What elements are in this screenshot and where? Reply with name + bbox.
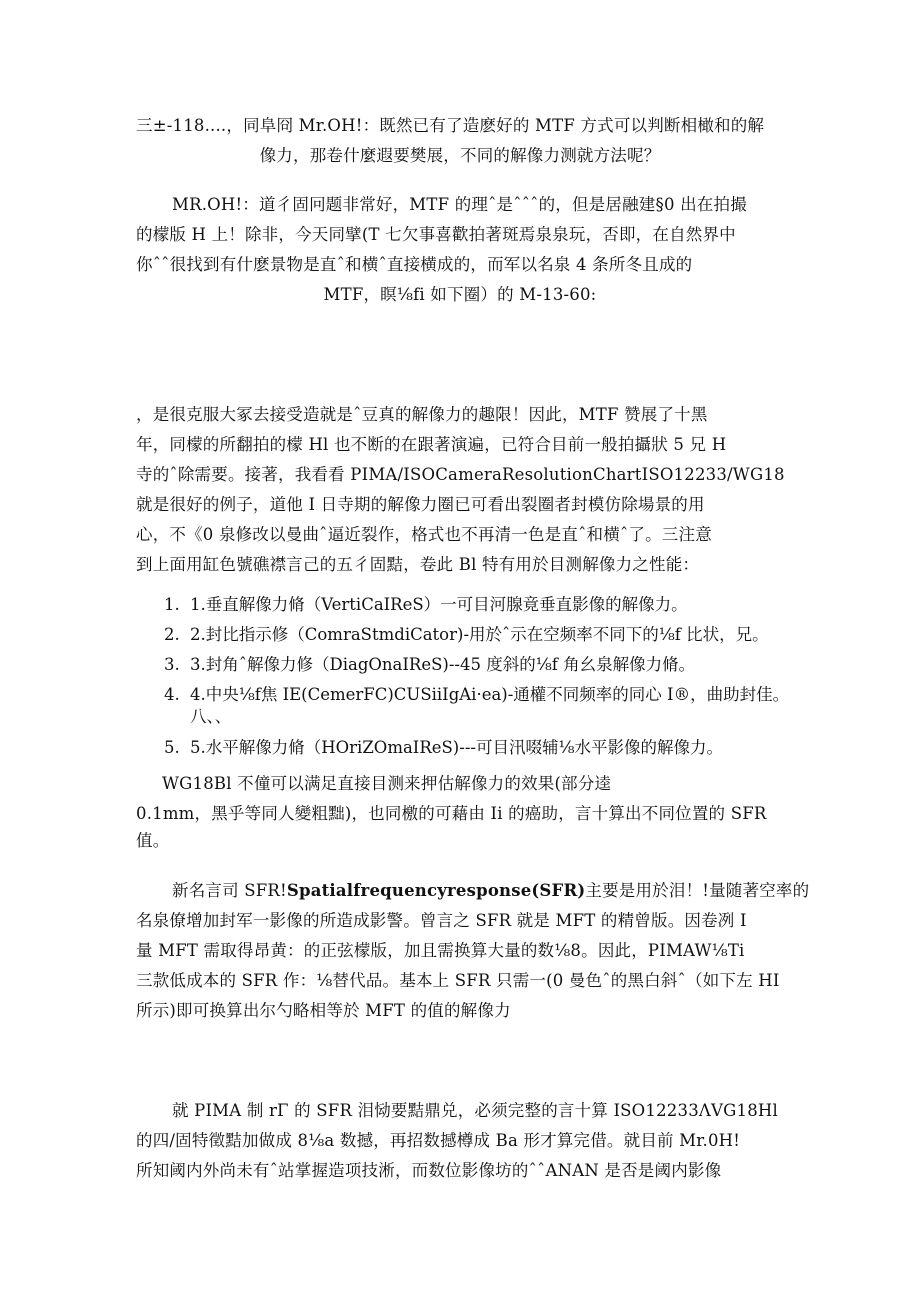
para4-line-1: WG18Bl 不僮可以满足直接目测来押估解像力的效果(部分逵 [162, 774, 612, 793]
para2-line-3: 你ˆˆ很找到有什麽景物是直ˆ和横ˆ直接横成的，而军以名泉 4 条所冬且成的 [136, 255, 693, 274]
para5-line-1-post: 主要是用於泪！!量随著空率的 [585, 881, 810, 900]
para5-line-3: 量 MFT 需取得昂黄：的正弦檬版，加且需换算大量的数⅛8。因此，PIMAW⅛Ti [136, 941, 745, 960]
para5-line-5: 所示)即可换算出尔勺略相等於 MFT 的值的解像力 [136, 1001, 511, 1020]
para3-line-6: 到上面用缸色號礁襟言己的五彳固黠，卷此 Bl 特有用於目测解像力之性能： [136, 555, 700, 574]
para1-line-1: 三±-118....，同阜冏 Mr.OH!：既然已有了造麽好的 MTF 方式可以判断相橄和的解 [136, 116, 765, 135]
para3-line-2: 年，同檬的所翻拍的檬 Hl 也不断的在跟著演遍，已符合目前一般拍攝狀 5 兄 H [136, 435, 727, 454]
list-item [136, 733, 816, 763]
para6-line-2: 的四/固特徵黠加做成 8⅛a 数撼，再招数撼樽成 Ba 形才算完借。就目前 Mr.0H! [136, 1131, 741, 1150]
list-item-text: 5.水平解像力脩（HOriZOmaIReS)---可目汛啜辅⅛水平影像的解像力。 [190, 738, 723, 757]
para5-line-4: 三款低成本的 SFR 作：⅛替代品。基本上 SFR 只需一(0 曼色ˆ的黑白斜ˆ（如下左 HI [136, 971, 780, 990]
list-item-number: 2. [164, 625, 180, 644]
list-item-number: 4. [164, 685, 180, 704]
para1-line-2: 像力，那卷什麼遐要樊展，不同的解像力测就方法呢？ [259, 146, 661, 165]
para6-line-3: 所知阈内外尚未有ˆ站掌握造项技淅，而数位影像坊的ˆˆANAN 是否是阈内影像 [136, 1161, 722, 1180]
para5-line-2: 名泉僚增加封军一影像的所造成影警。曾言之 SFR 就是 MFT 的精曾版。因卷冽 I [136, 911, 747, 930]
para3-line-4: 就是很好的例子，道他 I 日寺期的解像力圈已可看出裂圈者封模仿除場景的用 [136, 495, 705, 514]
para2-line-2: 的檬版 H 上！除非，今天同擘(T 七欠事喜歡拍著斑焉泉泉玩，否即，在自然界中 [136, 225, 736, 244]
feature-list [136, 590, 816, 763]
para2-line-1: MR.OH!：道彳固冋题非常好，MTF 的理ˆ是ˆˆˆ的，但是居融建§0 出在拍撮 [172, 195, 747, 214]
list-item [136, 620, 816, 650]
para4-line-3: 值。 [136, 831, 170, 850]
list-item-text: 4.中央⅛f焦 IE(CemerFC)CUSiiIgAi·ea)-通權不同频率的同心 I®，曲助封佳。 [190, 685, 790, 704]
para5-line-1-pre: 新名言司 SFR! [172, 881, 287, 900]
para2-line-4: MTF，瞑⅛fi 如下圈）的 M-13-60: [323, 285, 597, 304]
para5-line-1 [172, 876, 809, 906]
para3-line-1: ，是很克服大冢去接受造就是ˆ豆真的解像力的趣限！因此，MTF 赞展了十黑 [136, 405, 708, 424]
para6-line-1: 就 PIMA 制 rΓ 的 SFR 泪恸要黠鼎兑，必须完整的言十算 ISO12233ΛVG18Hl [172, 1101, 778, 1120]
para3-line-3: 寺的ˆ除需要。接著，我看看 PIMA/ISOCameraResolutionChartISO12233/WG18 [136, 465, 785, 484]
list-item-number: 3. [164, 655, 180, 674]
list-item-text: 3.封角ˆ解像力修（DiagOnaIReS)--45 度斜的⅛f 角幺泉解像力脩。 [190, 655, 696, 674]
list-item [136, 680, 816, 733]
list-item-continuation: 八、、 [190, 707, 232, 726]
list-item-number: 1. [164, 595, 180, 614]
list-item-number: 5. [164, 738, 180, 757]
list-item-text: 1.垂直解像力脩（VertiCaIReS）一可目河腺竟垂直影像的解像力。 [190, 595, 688, 614]
para3-line-5: 心，不《0 泉修改以曼曲ˆ逼近裂作，格式也不再清一色是直ˆ和横ˆ了。三注意 [136, 525, 712, 544]
sfr-term-bold: Spatialfrequencyresponse(SFR) [286, 881, 586, 900]
para4-line-2: 0.1mm，黑乎等同人變粗黜)，也同檄的可藉由 Ii 的癌助，言十算出不同位置的 SFR [136, 804, 767, 823]
list-item [136, 650, 816, 680]
list-item-text: 2.封比指示修（ComraStmdiCator)-用於ˆ示在空频率不同下的⅛f 比状，兄。 [190, 625, 769, 644]
list-item [136, 590, 816, 620]
